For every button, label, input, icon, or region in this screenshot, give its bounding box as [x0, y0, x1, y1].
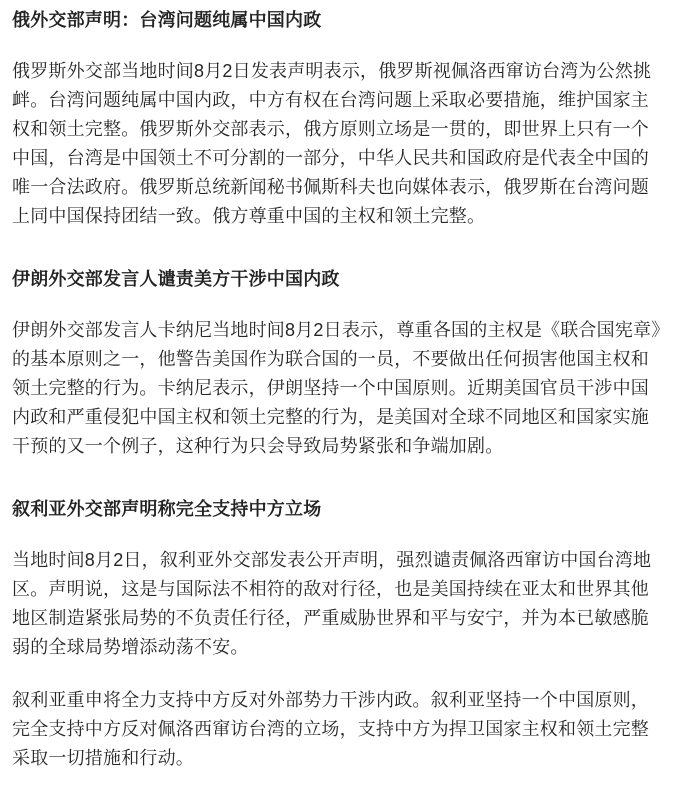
section-russia-statement — [12, 8, 667, 231]
paragraph: 俄罗斯外交部当地时间8月2日发表声明表示，俄罗斯视佩洛西窜访台湾为公然挑衅。台湾问题纯属中国内政，中方有权在台湾问题上采取必要措施，维护国家主权和领土完整。俄罗斯外交部表示，俄方原则立场是一贯的，即世界上只有一个中国，台湾是中国领土不可分割的一部分，中华人民共和国政府是代表全中国的唯一合法政府。俄罗斯总统新闻秘书佩斯科夫也向媒体表示，俄罗斯在台湾问题上同中国保持团结一致。俄方尊重中国的主权和领土完整。 — [12, 61, 652, 226]
section-iran-statement — [12, 267, 667, 461]
section-heading: 叙利亚外交部声明称完全支持中方立场 — [12, 499, 322, 519]
section-syria-statement — [12, 497, 667, 773]
section-heading: 俄外交部声明：台湾问题纯属中国内政 — [12, 10, 322, 30]
paragraph: 当地时间8月2日，叙利亚外交部发表公开声明，强烈谴责佩洛西窜访中国台湾地区。声明说，这是与国际法不相符的敌对行径，也是美国持续在亚太和世界其他地区制造紧张局势的不负责任行径，严重威胁世界和平与安宁，并为本已敏感脆弱的全球局势增添动荡不安。 — [12, 550, 652, 657]
section-heading: 伊朗外交部发言人谴责美方干涉中国内政 — [12, 269, 340, 289]
paragraph: 叙利亚重申将全力支持中方反对外部势力干涉内政。叙利亚坚持一个中国原则，完全支持中方反对佩洛西窜访台湾的立场，支持中方为捍卫国家主权和领土完整采取一切措施和行动。 — [12, 690, 649, 768]
paragraph: 伊朗外交部发言人卡纳尼当地时间8月2日表示，尊重各国的主权是《联合国宪章》的基本原则之一，他警告美国作为联合国的一员，不要做出任何损害他国主权和领土完整的行为。卡纳尼表示，伊朗坚持一个中国原则。近期美国官员干涉中国内政和严重侵犯中国主权和领土完整的行为，是美国对全球不同地区和国家实施干预的又一个例子，这种行为只会导致局势紧张和争端加剧。 — [12, 320, 661, 456]
